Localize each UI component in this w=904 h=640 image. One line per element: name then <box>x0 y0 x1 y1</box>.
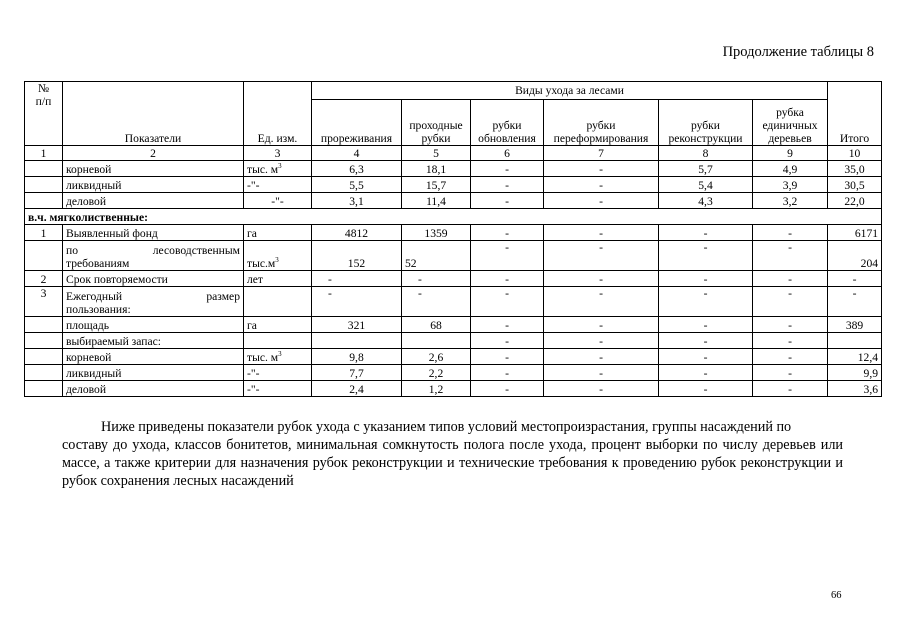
row-label: выбираемый запас: <box>63 333 244 349</box>
body-paragraph <box>62 418 843 490</box>
page-number: 66 <box>831 590 842 601</box>
header-unit: Ед. изм. <box>244 82 312 146</box>
row-label: ликвидный <box>63 365 244 381</box>
column-number: 4 <box>312 146 402 161</box>
row-unit: тыс. $м^3$ <box>244 349 312 365</box>
row-unit: -"- <box>244 381 312 397</box>
row-label: корневой <box>63 349 244 365</box>
row-number: 1 <box>25 225 63 241</box>
header-total: Итого <box>828 82 882 146</box>
row-label: площадь <box>63 317 244 333</box>
row-label: Ежегодный размер пользования: <box>63 287 244 317</box>
table-row: деловой -"- 3,1 11,4 - - 4,3 3,2 22,0 <box>25 193 882 209</box>
header-renewal-cuttings: рубки обновления <box>471 100 544 146</box>
row-label: корневой <box>63 161 244 177</box>
row-label: деловой <box>63 381 244 397</box>
row-label: Выявленный фонд <box>63 225 244 241</box>
header-single-tree-cutting: рубка единичных деревьев <box>753 100 828 146</box>
header-care-types: Виды ухода за лесами <box>312 82 828 100</box>
table-row: 1 Выявленный фонд га 4812 1359 - - - - 6171 <box>25 225 882 241</box>
row-label: Срок повторяемости <box>63 271 244 287</box>
header-number: № п/п <box>25 82 63 146</box>
section-row <box>25 209 882 225</box>
header-indicators: Показатели <box>63 82 244 146</box>
table-row: корневой тыс. $м^3$ 6,3 18,1 - - 5,7 4,9 35,0 <box>25 161 882 177</box>
column-number: 1 <box>25 146 63 161</box>
header-reconstruction-cuttings: рубки реконструкции <box>659 100 753 146</box>
header-passage-cuttings: проходные рубки <box>402 100 471 146</box>
row-label: по лесоводственным требованиям <box>63 241 244 271</box>
row-number: 2 <box>25 271 63 287</box>
table-row: ликвидный -"- 7,7 2,2 - - - - 9,9 <box>25 365 882 381</box>
header-reformation-cuttings: рубки переформирования <box>544 100 659 146</box>
column-number: 7 <box>544 146 659 161</box>
row-label: ликвидный <box>63 177 244 193</box>
row-unit: -"- <box>244 177 312 193</box>
paragraph-first-line: Ниже приведены показатели рубок ухода с указанием типов условий местопроизрастания, группы насаждений по <box>101 419 792 435</box>
row-unit: -"- <box>244 193 312 209</box>
column-number: 2 <box>63 146 244 161</box>
row-unit: тыс. $м^3$ <box>244 161 312 177</box>
row-number: 3 <box>25 287 63 317</box>
row-unit: га <box>244 317 312 333</box>
row-unit: -"- <box>244 365 312 381</box>
column-number: 8 <box>659 146 753 161</box>
header-thinning: прореживания <box>312 100 402 146</box>
paragraph-continuation: составу до ухода, классов бонитетов, минимальная сомкнутость полога после ухода, процент выборки по числу деревьев или массе, а также критерии для назначения рубок реконструкции и технические требования к проведению рубок реконструкции и рубок сохранения лесных насаждений <box>62 437 843 489</box>
row-unit: $тыс.м^3$ <box>244 241 312 271</box>
table-row: корневой тыс. $м^3$ 9,8 2,6 - - - - 12,4 <box>25 349 882 365</box>
column-number: 6 <box>471 146 544 161</box>
table-caption: Продолжение таблицы 8 <box>722 44 874 60</box>
section-heading: в.ч. мягколиственные: <box>25 209 882 225</box>
column-number: 10 <box>828 146 882 161</box>
column-numbers-row <box>25 146 882 161</box>
column-number: 3 <box>244 146 312 161</box>
row-unit: лет <box>244 271 312 287</box>
row-unit: га <box>244 225 312 241</box>
table-row: 2 Срок повторяемости лет - - - - - - - <box>25 271 882 287</box>
column-number: 9 <box>753 146 828 161</box>
table-row: деловой -"- 2,4 1,2 - - - - 3,6 <box>25 381 882 397</box>
table-row: 3 Ежегодный размер пользования: - - - - - - - <box>25 287 882 317</box>
table-row: ликвидный -"- 5,5 15,7 - - 5,4 3,9 30,5 <box>25 177 882 193</box>
column-number: 5 <box>402 146 471 161</box>
row-label: деловой <box>63 193 244 209</box>
table-row: по лесоводственным требованиям $тыс.м^3$ 152 52 - - - - 204 <box>25 241 882 271</box>
forest-care-table <box>24 81 882 397</box>
table-row: площадь га 321 68 - - - - 389 <box>25 317 882 333</box>
table-row: выбираемый запас: - - - - <box>25 333 882 349</box>
